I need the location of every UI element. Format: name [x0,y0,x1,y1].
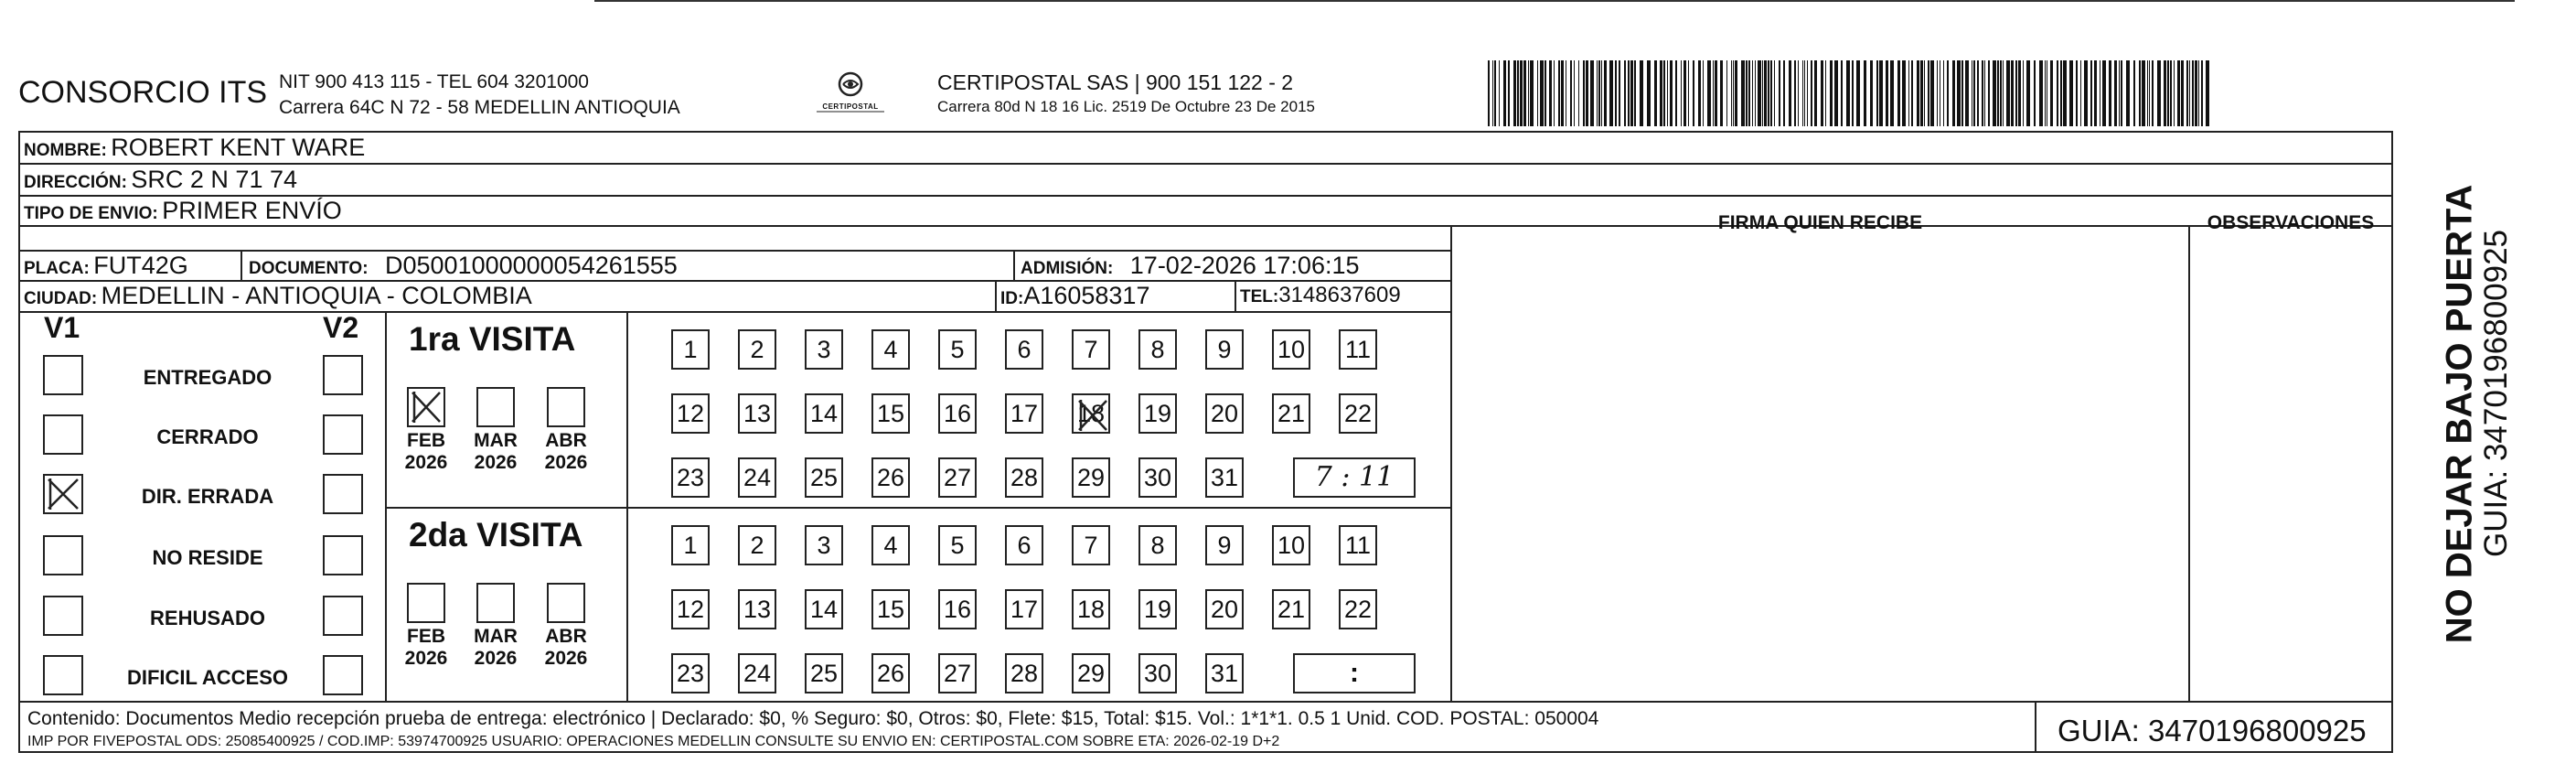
placa-value: FUT42G [93,252,188,279]
status-option-label: REHUSADO [150,607,265,629]
v2-header: V2 [323,311,359,344]
day-box[interactable]: 25 [805,653,843,693]
day-box[interactable]: 15 [871,589,910,629]
month-name: MAR [474,430,518,451]
month-checkbox[interactable] [547,387,585,427]
day-box[interactable]: 2 [738,525,776,565]
firma-header: FIRMA QUIEN RECIBE [1717,212,1923,233]
nombre-label: NOMBRE: [24,141,107,160]
day-box[interactable]: 1 [671,329,710,370]
company-name: CONSORCIO ITS [18,75,268,110]
day-box[interactable]: 28 [1005,457,1043,498]
ciudad-label: CIUDAD: [24,289,98,308]
id-value: A16058317 [1023,282,1150,309]
placa-label: PLACA: [24,259,90,278]
day-box[interactable]: 16 [938,589,977,629]
row-divider [18,163,2393,165]
x-mark-icon [45,476,81,512]
v2-checkbox[interactable] [323,535,363,575]
day-box[interactable]: 9 [1205,525,1244,565]
day-box[interactable]: 27 [938,457,977,498]
footer-guia: GUIA: 3470196800925 [2058,714,2367,747]
day-box[interactable]: 10 [1272,329,1310,370]
day-box[interactable]: 14 [805,589,843,629]
day-box[interactable]: 29 [1072,457,1110,498]
status-option-label: ENTREGADO [143,366,273,389]
row-divider [18,701,2393,703]
carrier-name: CERTIPOSTAL SAS | 900 151 122 - 2 [937,70,1294,94]
row-divider [18,195,2393,197]
v1-checkbox[interactable] [43,474,83,514]
status-option-label: NO RESIDE [152,546,263,569]
day-box[interactable]: 18 [1072,589,1110,629]
day-box[interactable]: 9 [1205,329,1244,370]
day-box[interactable]: 27 [938,653,977,693]
status-option-label: DIFICIL ACCESO [126,666,288,689]
logo-text: CERTIPOSTAL [822,102,879,111]
day-box[interactable]: 30 [1138,457,1177,498]
month-label [466,626,525,670]
day-box[interactable]: 22 [1339,589,1377,629]
month-checkbox[interactable] [476,583,515,623]
v2-checkbox[interactable] [323,414,363,455]
footer-contenido: Contenido: Documentos Medio recepción prueba de entrega: electrónico | Declarado: $0, % Seguro: $0, Otros: $0, Flete: $15, Total: $15. Vol.: 1*1*1. 0.5 1 Unid. COD. POSTAL: 050004 [27,708,1599,729]
v2-checkbox[interactable] [323,655,363,695]
carrier-license: Carrera 80d N 18 16 Lic. 2519 De Octubre 23 De 2015 [937,98,1315,115]
ciudad-value: MEDELLIN - ANTIOQUIA - COLOMBIA [101,282,532,309]
footer-imp: IMP POR FIVEPOSTAL ODS: 25085400925 / COD.IMP: 53974700925 USUARIO: OPERACIONES MEDELLIN CONSULTE SU ENVIO EN: CERTIPOSTAL.COM SOBRE ETA: 2026-02-19 D+2 [27,734,1280,749]
field-tipo [24,196,342,230]
x-mark-icon [1075,397,1110,434]
day-box[interactable]: 21 [1272,393,1310,434]
day-box[interactable]: 25 [805,457,843,498]
day-box[interactable]: 6 [1005,525,1043,565]
day-box[interactable]: 4 [871,329,910,370]
month-checkbox[interactable] [407,583,445,623]
day-box[interactable]: 7 [1072,525,1110,565]
tipo-value: PRIMER ENVÍO [162,197,342,224]
day-box[interactable]: 3 [805,525,843,565]
column-divider [995,280,997,311]
field-documento [249,251,678,285]
field-ciudad [24,281,532,315]
nombre-value: ROBERT KENT WARE [111,134,366,161]
day-box[interactable]: 23 [671,457,710,498]
v2-checkbox[interactable] [323,474,363,514]
column-divider [2035,701,2036,753]
tipo-label: TIPO DE ENVIO: [24,204,158,223]
month-year: 2026 [544,648,588,669]
day-box[interactable]: 13 [738,393,776,434]
day-box[interactable]: 12 [671,589,710,629]
month-name: FEB [407,626,445,647]
month-year: 2026 [404,648,448,669]
day-box[interactable]: 2 [738,329,776,370]
month-label [537,626,595,670]
day-box[interactable]: 31 [1205,457,1244,498]
barcode [1486,60,2213,126]
field-nombre [24,133,365,167]
day-box[interactable]: 21 [1272,589,1310,629]
column-divider [2188,225,2190,701]
v1-checkbox[interactable] [43,655,83,695]
company-nit: NIT 900 413 115 - TEL 604 3201000 [279,71,589,92]
day-box[interactable]: 5 [938,525,977,565]
day-box[interactable]: 3 [805,329,843,370]
visit-title: 1ra VISITA [409,320,576,358]
field-id [1000,281,1149,315]
day-box[interactable]: 20 [1205,589,1244,629]
v2-checkbox[interactable] [323,355,363,395]
v1-checkbox[interactable] [43,535,83,575]
day-box[interactable]: 20 [1205,393,1244,434]
day-box[interactable]: 13 [738,589,776,629]
day-box[interactable]: 7 [1072,329,1110,370]
status-option-label: DIR. ERRADA [141,485,274,508]
column-divider [626,311,628,701]
documento-value: D05001000000054261555 [385,252,678,279]
v1-header: V1 [44,311,80,344]
day-box[interactable]: 16 [938,393,977,434]
documento-label: DOCUMENTO: [249,259,369,278]
v1-checkbox[interactable] [43,414,83,455]
side-guia: GUIA: 3470196800925 [2478,229,2514,558]
v1-checkbox[interactable] [43,355,83,395]
day-box[interactable]: 5 [938,329,977,370]
time-box[interactable]: : [1293,653,1416,693]
month-checkbox[interactable] [407,387,445,427]
visit-title: 2da VISITA [409,516,583,554]
month-name: FEB [407,430,445,451]
certipostal-logo [809,66,892,121]
day-box[interactable]: 22 [1339,393,1377,434]
day-box[interactable]: 12 [671,393,710,434]
column-divider [385,311,387,701]
day-box[interactable]: 23 [671,653,710,693]
day-box[interactable]: 24 [738,457,776,498]
time-box[interactable]: 7 : 11 [1293,457,1416,498]
month-year: 2026 [404,452,448,473]
day-box[interactable]: 17 [1005,393,1043,434]
day-box[interactable]: 19 [1138,393,1177,434]
admision-value: 17-02-2026 17:06:15 [1129,252,1360,279]
month-name: ABR [545,430,587,451]
day-box[interactable]: 15 [871,393,910,434]
visit-divider [385,507,1452,509]
day-box[interactable]: 26 [871,653,910,693]
company-address: Carrera 64C N 72 - 58 MEDELLIN ANTIOQUIA [279,97,680,118]
month-label [397,430,455,474]
v1-checkbox[interactable] [43,596,83,636]
observaciones-header: OBSERVACIONES [2207,212,2375,233]
day-box[interactable]: 31 [1205,653,1244,693]
side-notice [2405,165,2515,677]
day-box[interactable]: 6 [1005,329,1043,370]
tel-value: 3148637609 [1278,283,1401,307]
field-direccion [24,165,297,199]
day-box[interactable]: 18 [1072,393,1110,434]
side-warning: NO DEJAR BAJO PUERTA [2439,184,2480,644]
column-divider [240,250,242,281]
month-checkbox[interactable] [476,387,515,427]
day-box[interactable]: 29 [1072,653,1110,693]
month-year: 2026 [474,452,518,473]
day-box[interactable]: 17 [1005,589,1043,629]
direccion-label: DIRECCIÓN: [24,173,127,192]
x-mark-icon [409,389,444,425]
tel-label: TEL: [1240,287,1279,306]
day-box[interactable]: 30 [1138,653,1177,693]
month-name: ABR [545,626,587,647]
day-box[interactable]: 4 [871,525,910,565]
day-box[interactable]: 24 [738,653,776,693]
field-admision [1021,251,1360,285]
month-label [466,430,525,474]
day-box[interactable]: 8 [1138,525,1177,565]
top-border-line [594,0,2515,2]
field-tel [1240,281,1401,313]
status-option-label: CERRADO [156,425,259,448]
month-year: 2026 [544,452,588,473]
month-label [537,430,595,474]
month-name: MAR [474,626,518,647]
month-year: 2026 [474,648,518,669]
column-divider [1013,250,1015,281]
company-info [279,70,680,121]
field-placa [24,251,188,285]
day-box[interactable]: 10 [1272,525,1310,565]
v2-checkbox[interactable] [323,596,363,636]
day-box[interactable]: 11 [1339,525,1377,565]
column-divider [1450,225,1452,701]
admision-label: ADMISIÓN: [1021,259,1114,278]
month-label [397,626,455,670]
day-box[interactable]: 14 [805,393,843,434]
month-checkbox[interactable] [547,583,585,623]
column-divider [2391,131,2393,753]
direccion-value: SRC 2 N 71 74 [131,166,297,193]
id-label: ID: [1000,289,1024,308]
column-divider [1235,280,1236,311]
day-box[interactable]: 28 [1005,653,1043,693]
day-box[interactable]: 26 [871,457,910,498]
day-box[interactable]: 1 [671,525,710,565]
day-box[interactable]: 8 [1138,329,1177,370]
day-box[interactable]: 11 [1339,329,1377,370]
carrier-info [937,70,1315,119]
day-box[interactable]: 19 [1138,589,1177,629]
